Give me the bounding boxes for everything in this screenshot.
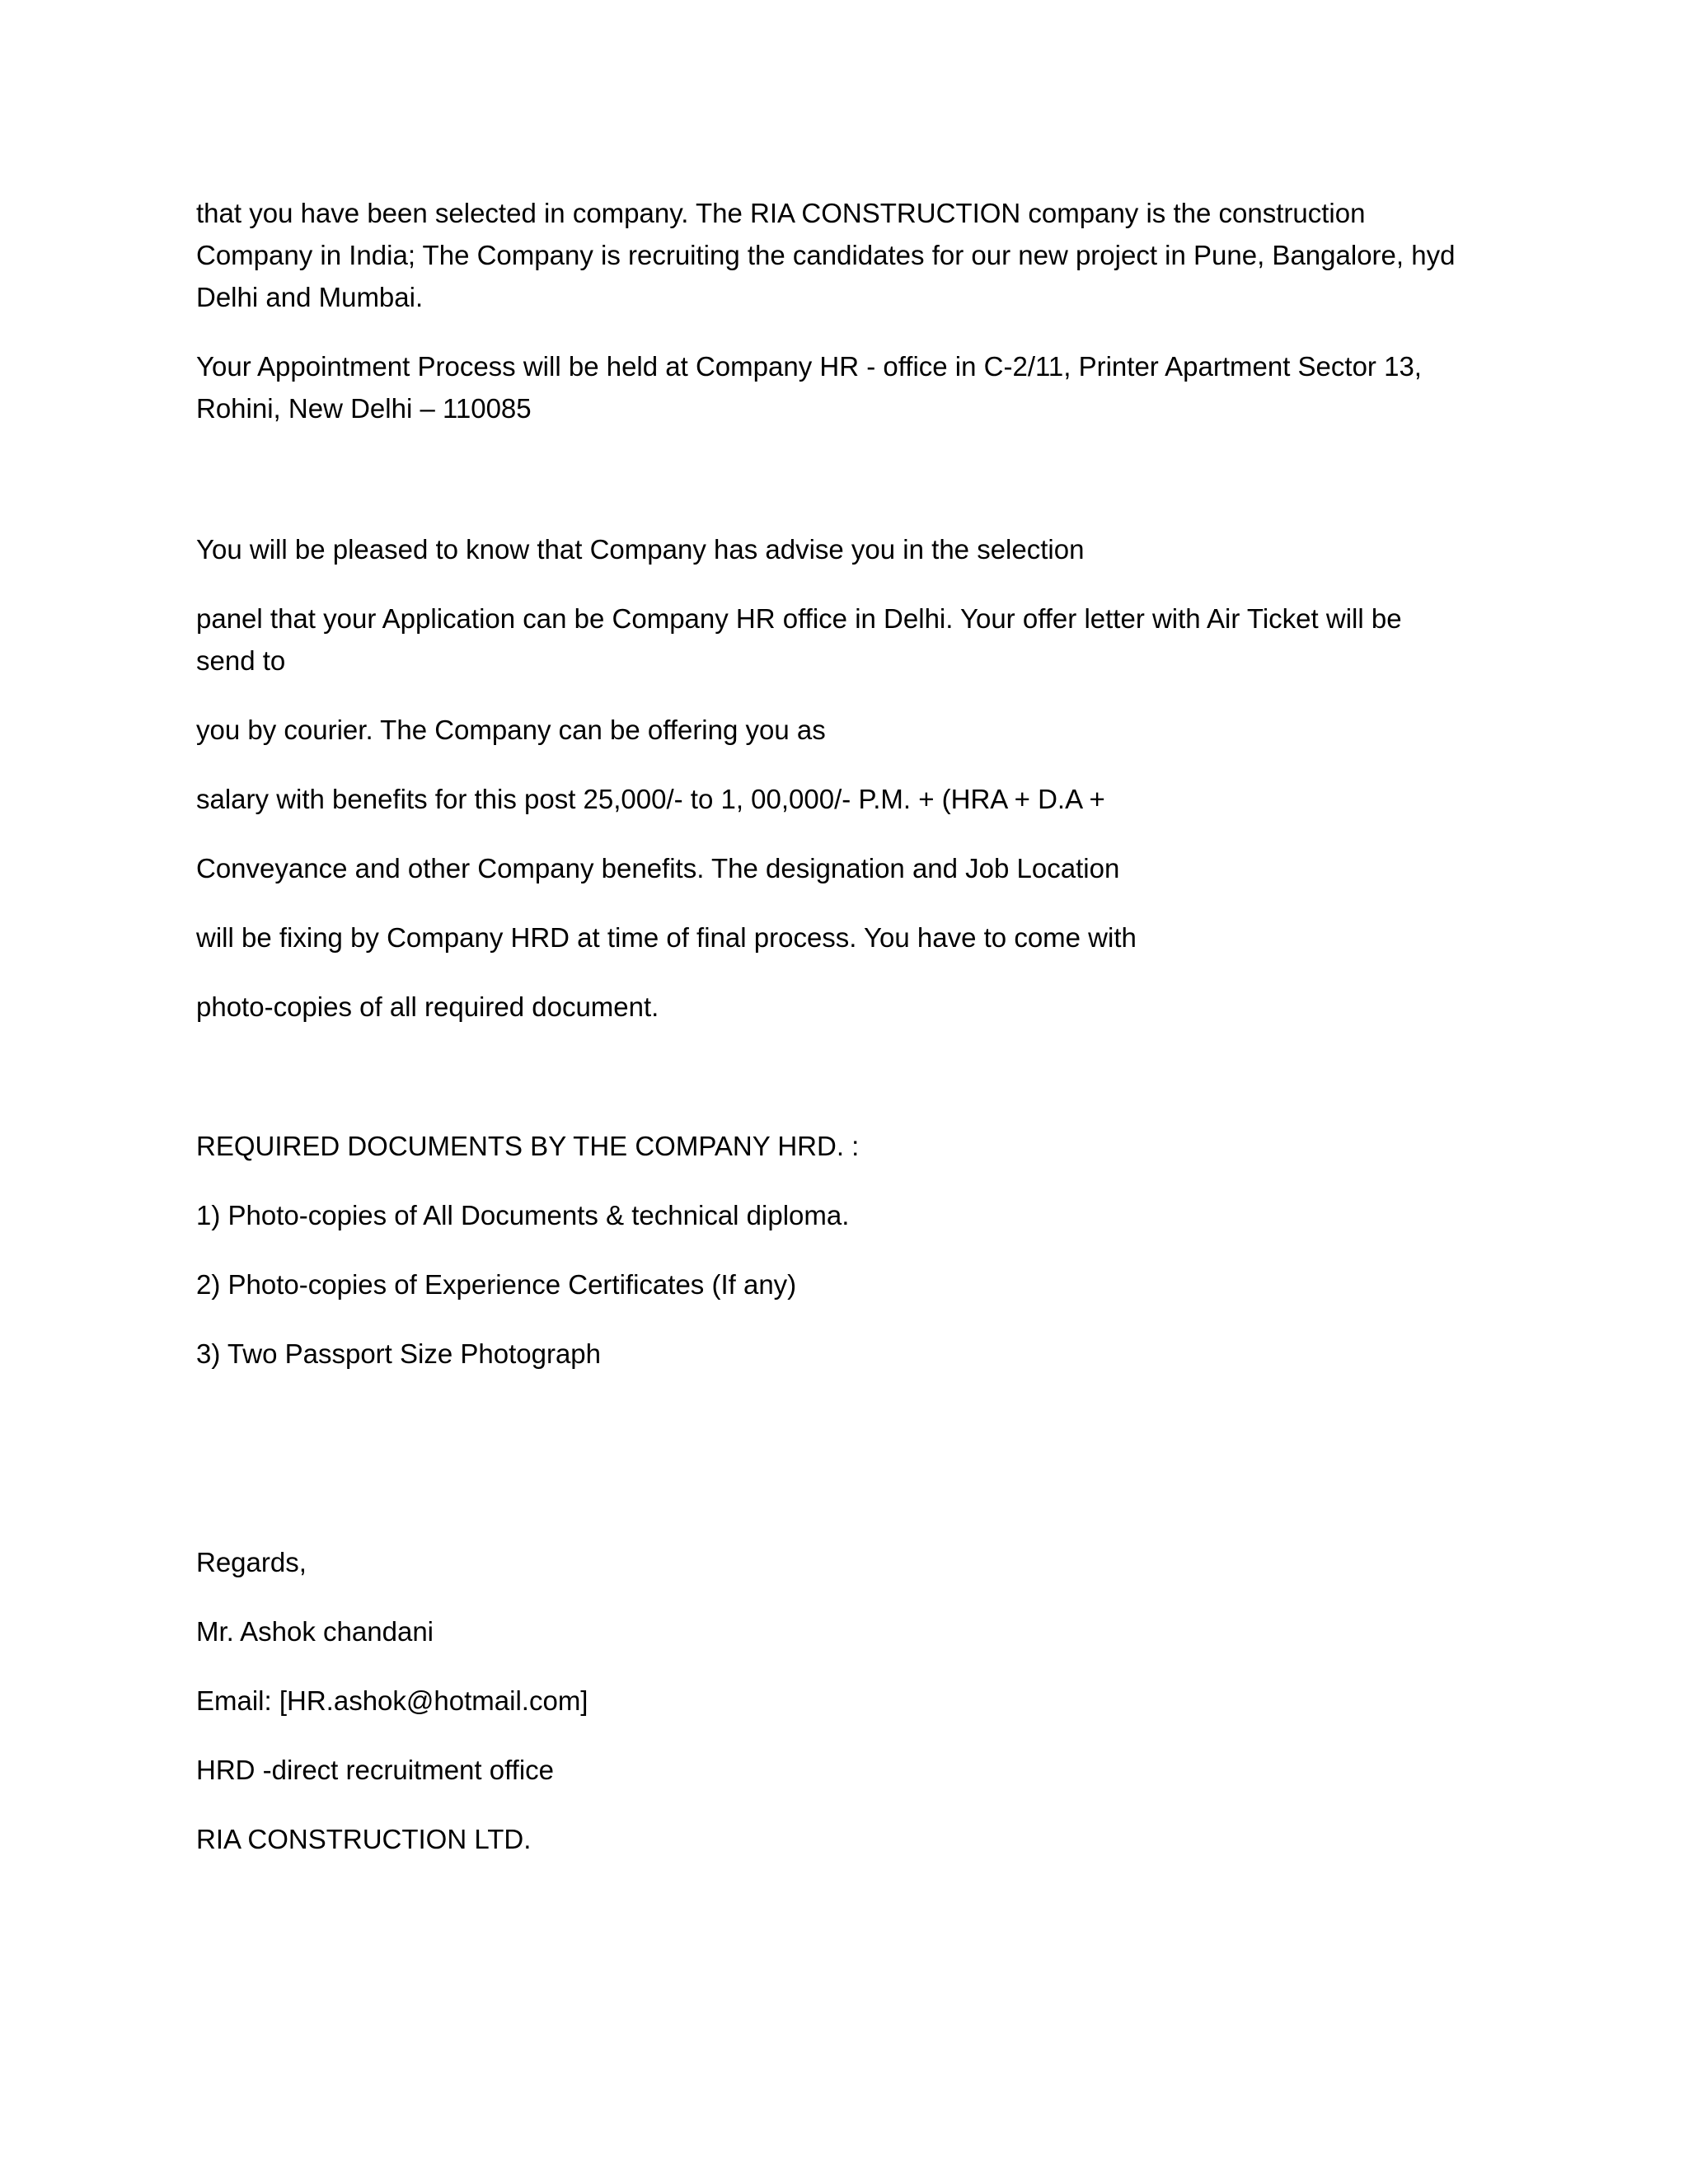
requirement-item-3: 3) Two Passport Size Photograph: [196, 1338, 602, 1369]
requirement-item-1: 1) Photo-copies of All Documents & technical diploma.: [196, 1200, 850, 1230]
intro-paragraph: [196, 192, 1482, 318]
requirement-item-2: 2) Photo-copies of Experience Certificates (If any): [196, 1269, 797, 1300]
appointment-line-2: Rohini, New Delhi – 110085: [196, 393, 532, 424]
appointment-paragraph: [196, 345, 1482, 429]
body-line-1: You will be pleased to know that Company has advise you in the selection: [196, 534, 1085, 565]
body-line-2a: panel that your Application can be Company HR office in Delhi. Your offer letter with Air Ticket will be: [196, 603, 1402, 634]
signatory-company: RIA CONSTRUCTION LTD.: [196, 1824, 532, 1854]
body-line-4: salary with benefits for this post 25,000/- to 1, 00,000/- P.M. + (HRA + D.A +: [196, 784, 1105, 814]
intro-line-1: that you have been selected in company. The RIA CONSTRUCTION company is the construction: [196, 198, 1366, 228]
body-line-2b: send to: [196, 645, 286, 676]
body-line-7: photo-copies of all required document.: [196, 991, 659, 1022]
requirements-heading: REQUIRED DOCUMENTS BY THE COMPANY HRD. :: [196, 1131, 860, 1161]
body-line-3: you by courier. The Company can be offering you as: [196, 715, 826, 745]
intro-line-3: Delhi and Mumbai.: [196, 282, 424, 312]
body-line-6: will be fixing by Company HRD at time of final process. You have to come with: [196, 922, 1137, 953]
signatory-email: Email: [HR.ashok@hotmail.com]: [196, 1685, 588, 1716]
appointment-line-1: Your Appointment Process will be held at Company HR - office in C-2/11, Printer Apartment Sector 13,: [196, 351, 1422, 382]
body-paragraph-2: [196, 598, 1482, 682]
intro-line-2: Company in India; The Company is recruiting the candidates for our new project in Pune, Bangalore, hyd: [196, 240, 1456, 270]
body-line-5: Conveyance and other Company benefits. The designation and Job Location: [196, 853, 1120, 883]
signatory-name: Mr. Ashok chandani: [196, 1616, 434, 1647]
closing-text: Regards,: [196, 1547, 307, 1577]
signatory-department: HRD -direct recruitment office: [196, 1755, 555, 1785]
